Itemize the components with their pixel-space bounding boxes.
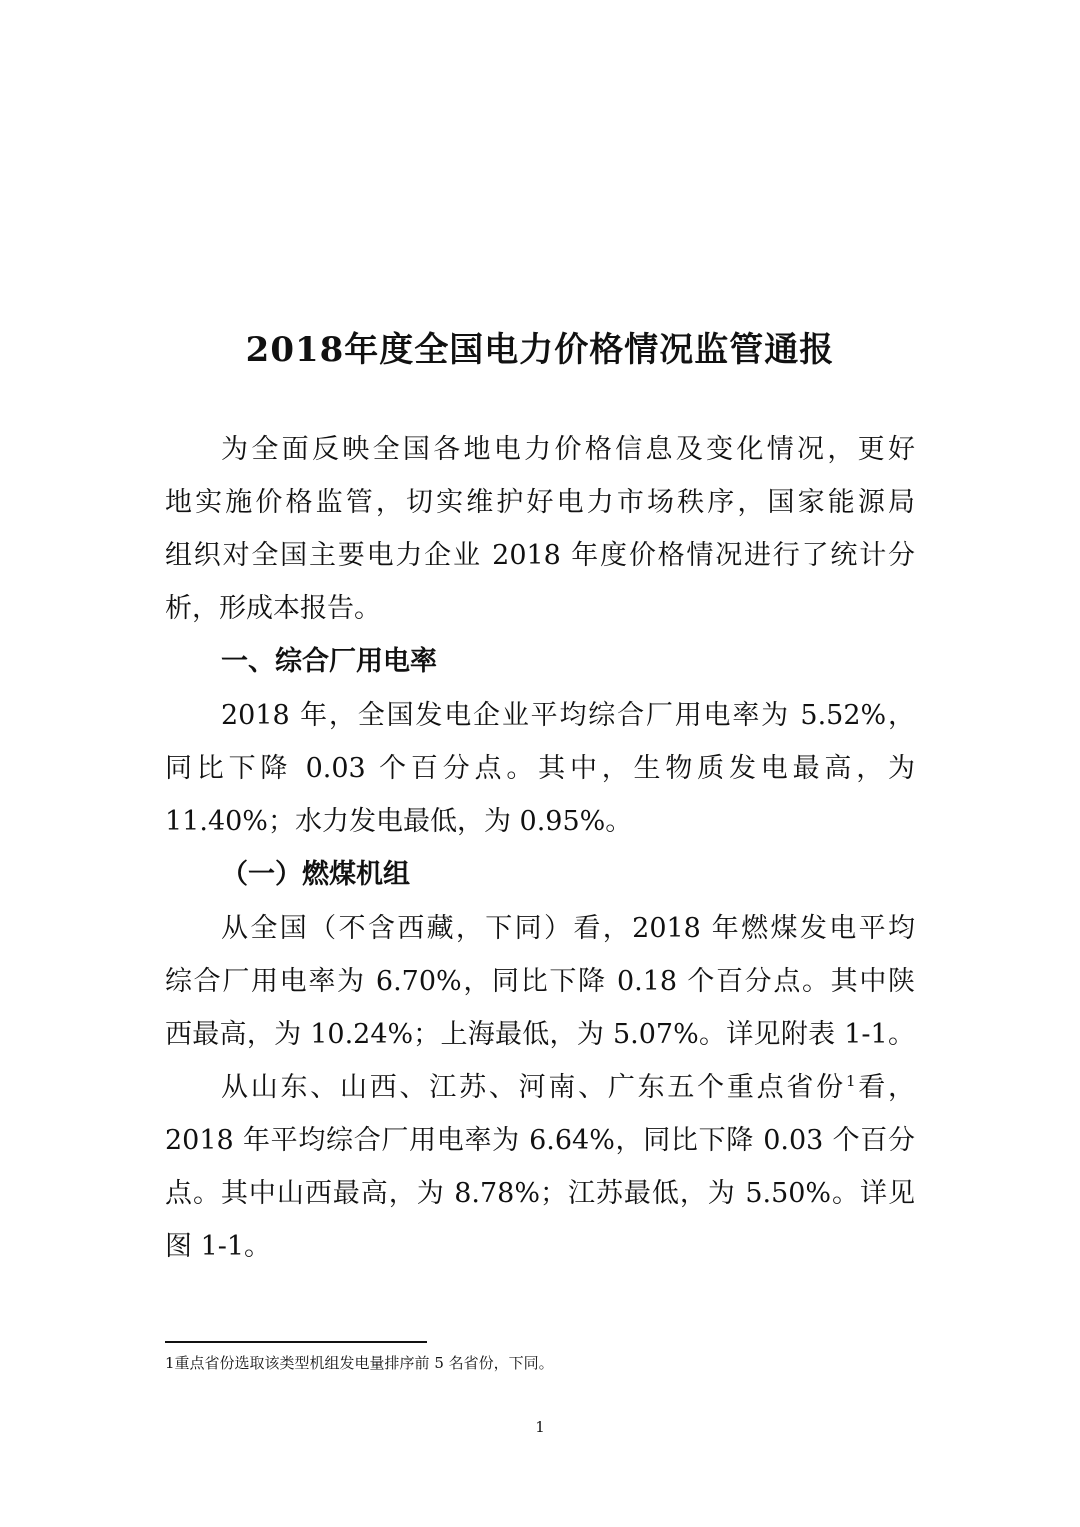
document-title: 2018年度全国电力价格情况监管通报 <box>245 330 835 370</box>
line-text: 从山东、山西、江苏、河南、广东五个重点省份 <box>221 1072 846 1103</box>
paragraph-line: 组织对全国主要电力企业 2018 年度价格情况进行了统计分 <box>165 540 915 571</box>
paragraph-line: 2018 年，全国发电企业平均综合厂用电率为 5.52%， <box>221 700 915 731</box>
paragraph-line <box>221 1068 915 1108</box>
section-heading: 一、综合厂用电率 <box>221 646 437 677</box>
paragraph-line: 图 1-1。 <box>165 1231 272 1262</box>
paragraph-line: 西最高，为 10.24%；上海最低，为 5.07%。详见附表 1-1。 <box>165 1019 915 1050</box>
paragraph-line: 析，形成本报告。 <box>165 593 381 624</box>
paragraph-line: 地实施价格监管，切实维护好电力市场秩序，国家能源局 <box>165 487 915 518</box>
footnote-divider <box>165 1341 427 1343</box>
paragraph-line: 2018 年平均综合厂用电率为 6.64%，同比下降 0.03 个百分 <box>165 1125 915 1156</box>
footnote: 1重点省份选取该类型机组发电量排序前 5 名省份，下同。 <box>165 1354 554 1372</box>
subsection-heading: （一）燃煤机组 <box>221 859 410 890</box>
paragraph-line: 点。其中山西最高，为 8.78%；江苏最低，为 5.50%。详见 <box>165 1178 915 1209</box>
footnote-reference: 1 <box>845 1072 856 1090</box>
paragraph-line: 为全面反映全国各地电力价格信息及变化情况，更好 <box>221 434 915 465</box>
line-text: 看， <box>855 1072 916 1103</box>
paragraph-line: 同比下降 0.03 个百分点。其中，生物质发电最高，为 <box>165 753 915 784</box>
paragraph-line: 从全国（不含西藏，下同）看，2018 年燃煤发电平均 <box>221 913 915 944</box>
paragraph-line: 综合厂用电率为 6.70%，同比下降 0.18 个百分点。其中陕 <box>165 966 915 997</box>
page-number: 1 <box>535 1418 545 1436</box>
paragraph-line: 11.40%；水力发电最低，为 0.95%。 <box>165 806 633 837</box>
